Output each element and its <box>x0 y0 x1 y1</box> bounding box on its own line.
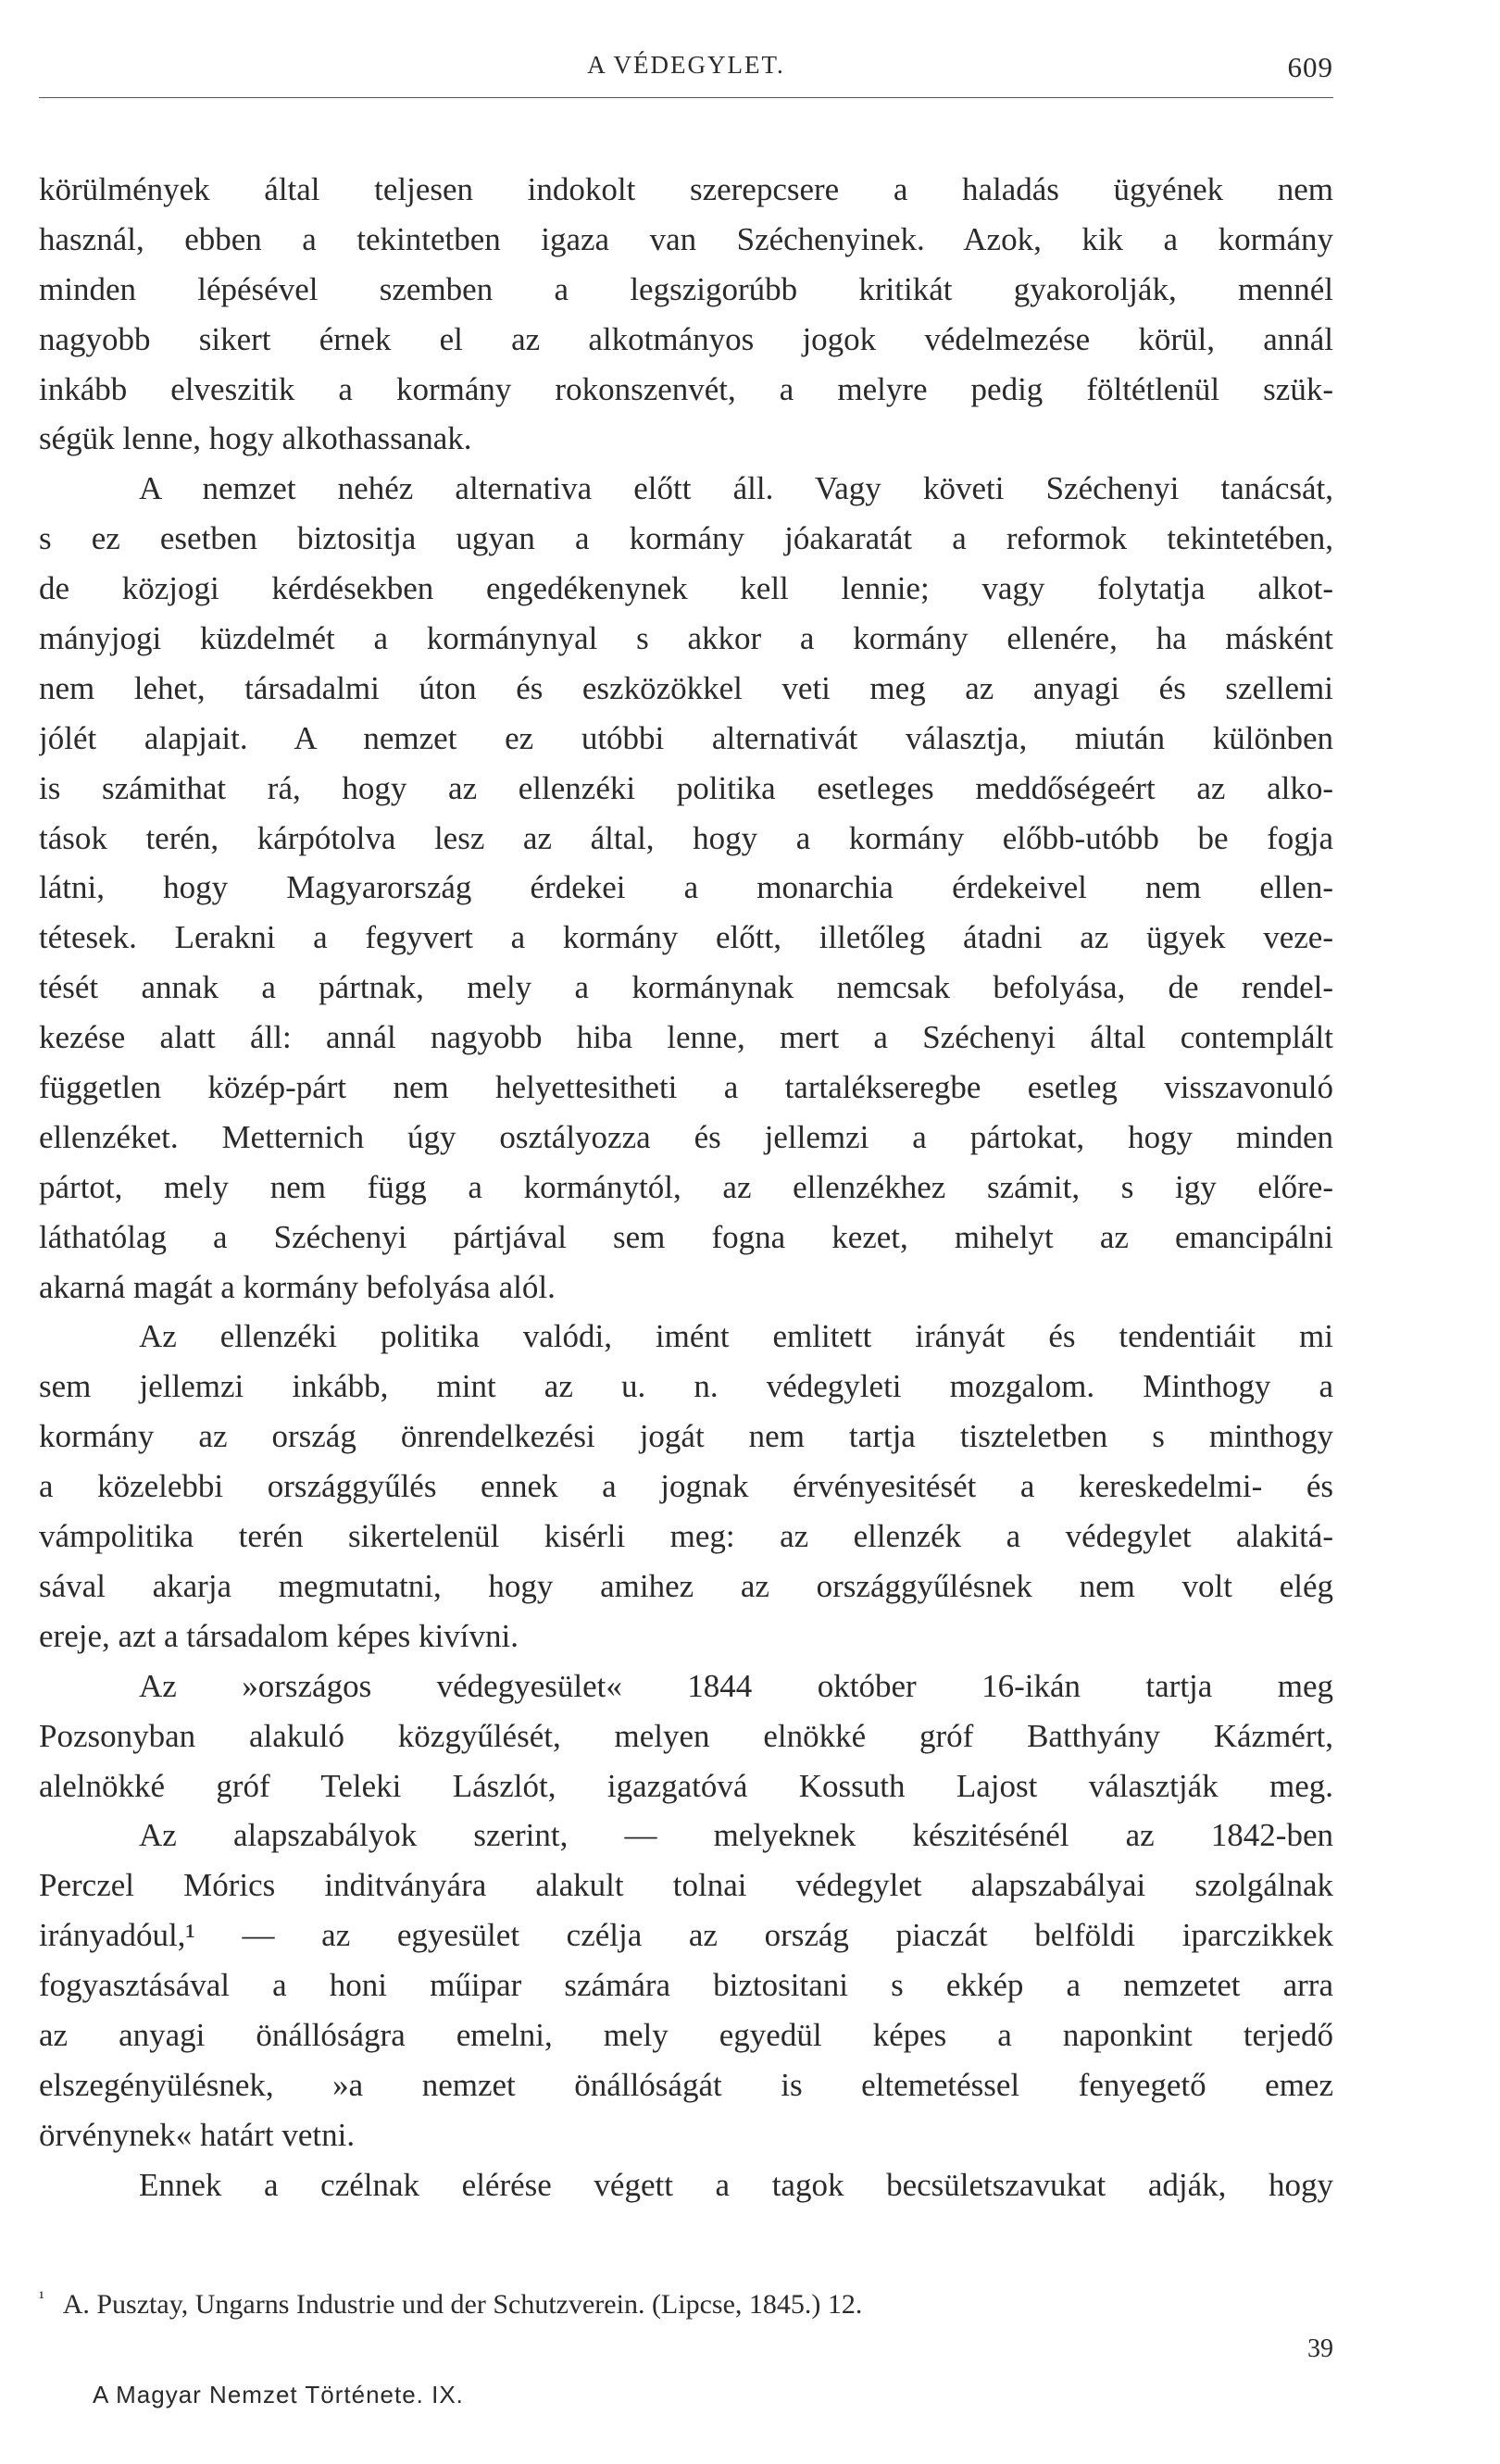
text-line: Az alapszabályok szerint, — melyeknek készitésénél az 1842-ben <box>139 1817 1333 1854</box>
text-line: Perczel Mórics inditványára alakult tolnai védegylet alapszabályai szolgálnak <box>39 1867 1333 1904</box>
text-line: a közelebbi országgyűlés ennek a jognak érvényesitését a kereskedelmi- és <box>39 1468 1333 1505</box>
text-line: s ez esetben biztositja ugyan a kormány jóakaratát a reformok tekintetében, <box>39 520 1333 557</box>
text-line: tését annak a pártnak, mely a kormánynak nemcsak befolyása, de rendel- <box>39 969 1333 1006</box>
text-line: Az ellenzéki politika valódi, imént emlitett irányát és tendentiáit mi <box>139 1318 1333 1355</box>
signature-mark: 39 <box>1307 2334 1333 2363</box>
text-line: ereje, azt a társadalom képes kivívni. <box>39 1617 519 1654</box>
text-line: A nemzet nehéz alternativa előtt áll. Vagy követi Széchenyi tanácsát, <box>139 470 1333 507</box>
text-line: nem lehet, társadalmi úton és eszközökkel veti meg az anyagi és szellemi <box>39 669 1333 706</box>
text-line: is számithat rá, hogy az ellenzéki politika esetleges meddőségeért az alko- <box>39 769 1333 806</box>
text-line: kezése alatt áll: annál nagyobb hiba lenne, mert a Széchenyi által contemplált <box>39 1019 1333 1056</box>
text-line: elszegényülésnek, »a nemzet önállóságát is eltemetéssel fenyegető emez <box>39 2066 1333 2103</box>
running-title: A VÉDEGYLET. <box>587 51 785 79</box>
text-line: Az »országos védegyesület« 1844 október 16-ikán tartja meg <box>139 1667 1333 1704</box>
text-line: inkább elveszitik a kormány rokonszenvét, a melyre pedig föltétlenül szük- <box>39 370 1333 407</box>
text-line: vámpolitika terén sikertelenül kisérli meg: az ellenzék a védegylet alakitá- <box>39 1518 1333 1555</box>
footnote-text: A. Pusztay, Ungarns Industrie und der Schutzverein. (Lipcse, 1845.) 12. <box>62 2289 863 2320</box>
footnote-mark: ¹ <box>39 2288 44 2308</box>
text-line: körülmények által teljesen indokolt szerepcsere a haladás ügyének nem <box>39 171 1333 207</box>
text-line: de közjogi kérdésekben engedékenynek kell lennie; vagy folytatja alkot- <box>39 570 1333 607</box>
text-line: pártot, mely nem függ a kormánytól, az ellenzékhez számit, s igy előre- <box>39 1168 1333 1205</box>
text-line: mányjogi küzdelmét a kormánynyal s akkor a kormány ellenére, ha másként <box>39 620 1333 657</box>
running-header <box>39 51 1333 97</box>
text-line: irányadóul,¹ — az egyesület czélja az ország piaczát belföldi iparczikkek <box>39 1917 1333 1954</box>
text-line: ségük lenne, hogy alkothassanak. <box>39 420 472 457</box>
text-line: látni, hogy Magyarország érdekei a monarchia érdekeivel nem ellen- <box>39 869 1333 906</box>
text-line: ellenzéket. Metternich úgy osztályozza és jellemzi a pártokat, hogy minden <box>39 1118 1333 1155</box>
text-line: Pozsonyban alakuló közgyűlését, melyen elnökké gróf Batthyány Kázmért, <box>39 1717 1333 1754</box>
text-line: sával akarja megmutatni, hogy amihez az országgyűlésnek nem volt elég <box>39 1567 1333 1604</box>
text-line: Ennek a czélnak elérése végett a tagok becsületszavukat adják, hogy <box>139 2166 1333 2203</box>
text-line: független közép-párt nem helyettesitheti a tartalékseregbe esetleg visszavonuló <box>39 1069 1333 1106</box>
text-line: láthatólag a Széchenyi pártjával sem fogna kezet, mihelyt az emancipálni <box>39 1218 1333 1255</box>
text-line: fogyasztásával a honi műipar számára biztositani s ekkép a nemzetet arra <box>39 1967 1333 2004</box>
footnote <box>39 2288 1333 2321</box>
text-line: jólét alapjait. A nemzet ez utóbbi alternativát választja, miután különben <box>39 719 1333 756</box>
text-line: az anyagi önállóságra emelni, mely egyedül képes a naponkint terjedő <box>39 2016 1333 2053</box>
imprint-line: A Magyar Nemzet Története. IX. <box>93 2381 464 2408</box>
text-line: akarná magát a kormány befolyása alól. <box>39 1268 556 1305</box>
text-line: tások terén, kárpótolva lesz az által, hogy a kormány előbb-utóbb be fogja <box>39 819 1333 856</box>
text-line: használ, ebben a tekintetben igaza van Széchenyinek. Azok, kik a kormány <box>39 220 1333 257</box>
text-line: tétesek. Lerakni a fegyvert a kormány előtt, illetőleg átadni az ügyek veze- <box>39 919 1333 956</box>
text-line: örvénynek« határt vetni. <box>39 2116 356 2153</box>
text-line: kormány az ország önrendelkezési jogát nem tartja tiszteletben s minthogy <box>39 1418 1333 1455</box>
body-text <box>39 165 1333 2210</box>
header-rule <box>39 97 1333 98</box>
text-line: nagyobb sikert érnek el az alkotmányos jogok védelmezése körül, annál <box>39 320 1333 357</box>
text-line: alelnökké gróf Teleki Lászlót, igazgatóvá Kossuth Lajost választják meg. <box>39 1767 1333 1804</box>
page-number: 609 <box>1287 51 1333 83</box>
text-line: minden lépésével szemben a legszigorúbb kritikát gyakorolják, mennél <box>39 270 1333 307</box>
text-line: sem jellemzi inkább, mint az u. n. védegyleti mozgalom. Minthogy a <box>39 1368 1333 1405</box>
